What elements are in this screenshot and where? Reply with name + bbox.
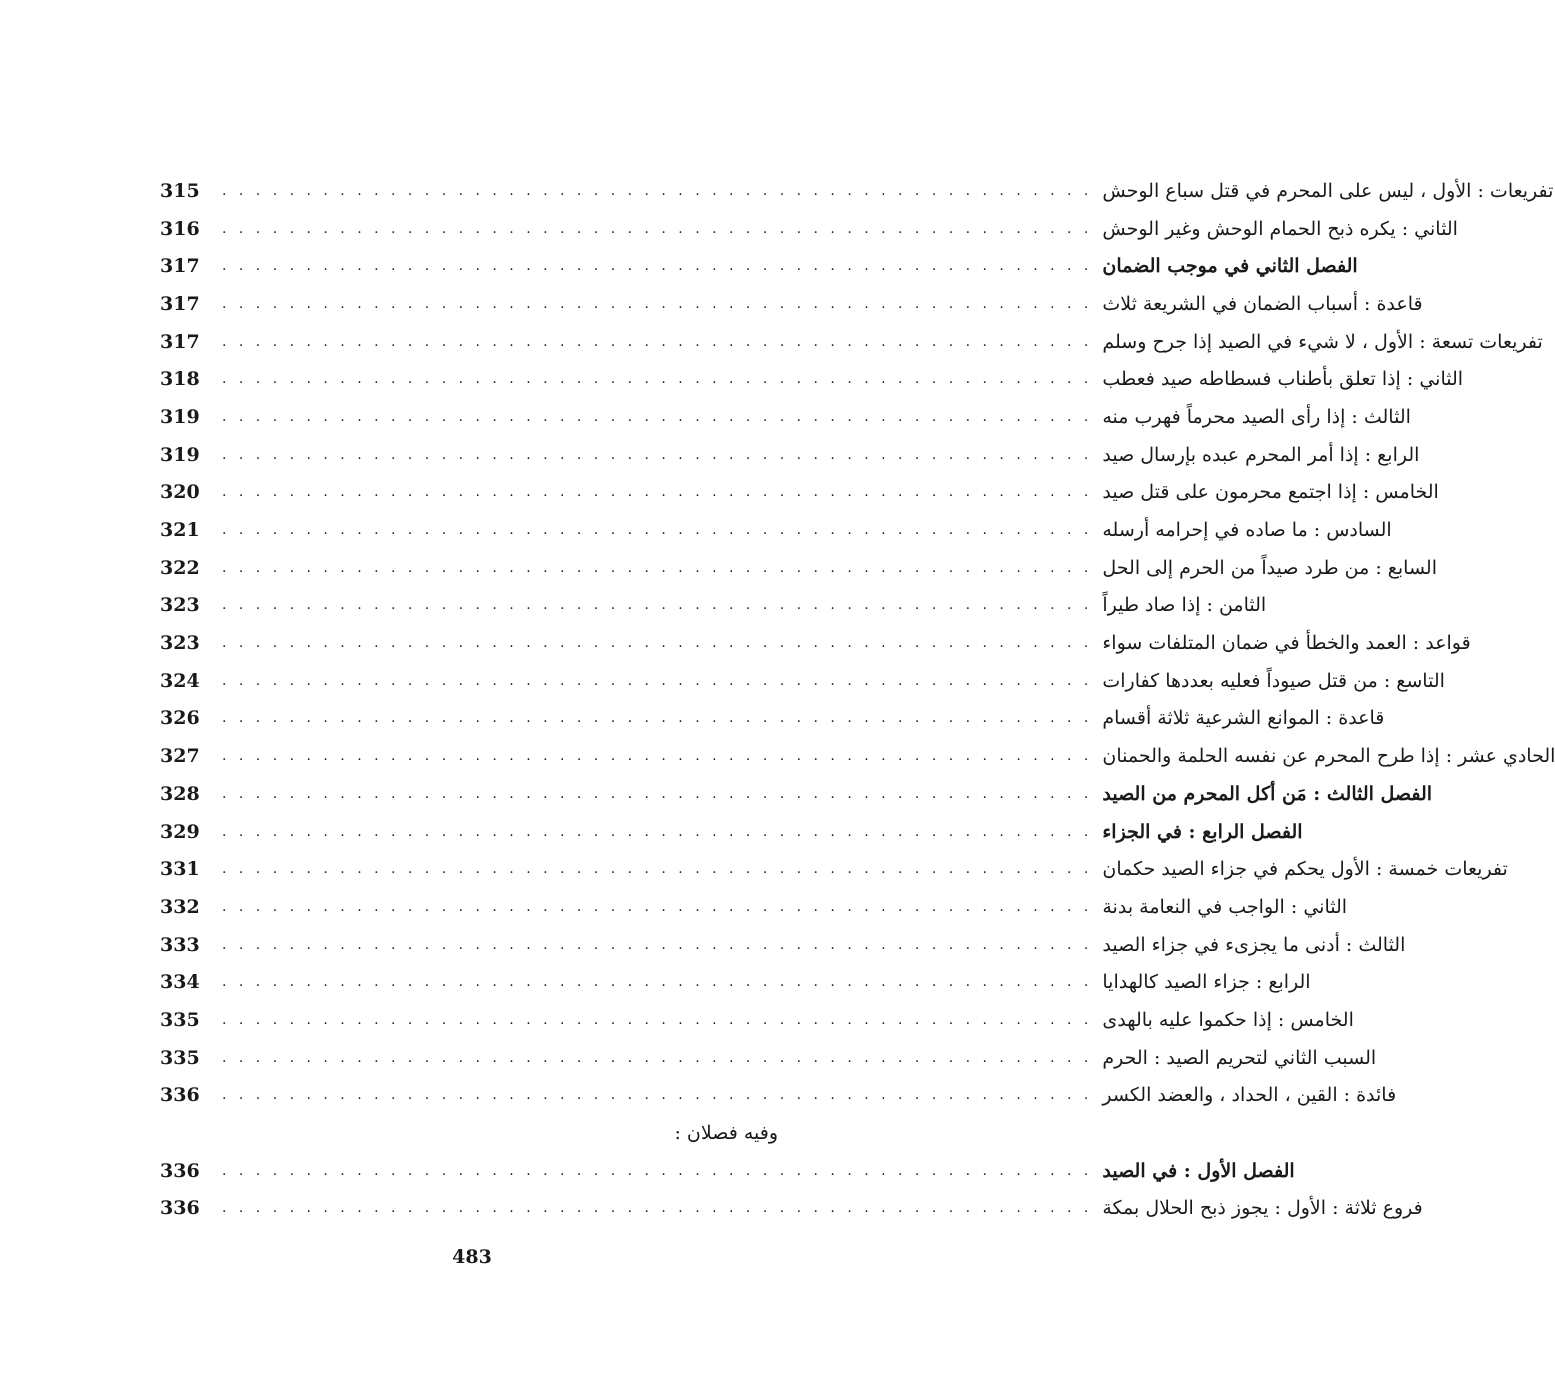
toc-page-number: 319: [160, 443, 200, 466]
dot-leader: . . . . . . . . . . . . . . . . . . . . . . . . . . . . . . . . . . . . . . . . . . . . . . . . . . . .: [222, 672, 1093, 689]
toc-entry: [150, 700, 1385, 738]
page-number: 483: [452, 1246, 492, 1268]
toc-entry: [150, 285, 1423, 323]
dot-leader: . . . . . . . . . . . . . . . . . . . . . . . . . . . . . . . . . . . . . . . . . . . . . . . . . . . .: [222, 861, 1093, 878]
toc-entry-title: الثاني : إذا تعلق بأطناب فسطاطه صيد فعطب: [1102, 368, 1464, 391]
dot-leader: . . . . . . . . . . . . . . . . . . . . . . . . . . . . . . . . . . . . . . . . . . . . . . . . . . . .: [222, 597, 1093, 614]
toc-entry: [150, 436, 1420, 474]
toc-entry: [150, 737, 1555, 775]
toc-entry: [150, 963, 1311, 1001]
toc-page-number: 315: [160, 179, 200, 202]
toc-entry-title: وفيه فصلان :: [674, 1122, 778, 1145]
dot-leader: . . . . . . . . . . . . . . . . . . . . . . . . . . . . . . . . . . . . . . . . . . . . . . . . . . . .: [222, 710, 1093, 727]
dot-leader: . . . . . . . . . . . . . . . . . . . . . . . . . . . . . . . . . . . . . . . . . . . . . . . . . . . .: [222, 446, 1093, 463]
dot-leader: . . . . . . . . . . . . . . . . . . . . . . . . . . . . . . . . . . . . . . . . . . . . . . . . . . . .: [222, 559, 1093, 576]
toc-page-number: 323: [160, 632, 200, 655]
toc-entry: [150, 662, 1445, 700]
toc-entry-title: تفريعات : الأول ، ليس على المحرم في قتل سباع الوحش: [1102, 179, 1554, 202]
chapter-heading: الفصل الثالث : مَن أكل المحرم من الصيد: [1102, 782, 1433, 805]
dot-leader: . . . . . . . . . . . . . . . . . . . . . . . . . . . . . . . . . . . . . . . . . . . . . . . . . . . .: [222, 408, 1093, 425]
dot-leader: . . . . . . . . . . . . . . . . . . . . . . . . . . . . . . . . . . . . . . . . . . . . . . . . . . . .: [222, 1200, 1093, 1217]
toc-entry: [150, 398, 1411, 436]
toc-entry-title: الرابع : جزاء الصيد كالهدايا: [1102, 971, 1311, 994]
dot-leader: . . . . . . . . . . . . . . . . . . . . . . . . . . . . . . . . . . . . . . . . . . . . . . . . . . . .: [222, 220, 1093, 237]
toc-entry-title: قاعدة : أسباب الضمان في الشريعة ثلاث: [1102, 292, 1423, 315]
toc-entry-title: الثاني : الواجب في النعامة بدنة: [1102, 895, 1348, 918]
toc-entry: [150, 511, 1392, 549]
dot-leader: . . . . . . . . . . . . . . . . . . . . . . . . . . . . . . . . . . . . . . . . . . . . . . . . . . . .: [222, 1087, 1093, 1104]
toc-page-number: 329: [160, 820, 200, 843]
toc-entry-title: فروع ثلاثة : الأول : يجوز ذبح الحلال بمكة: [1102, 1197, 1423, 1220]
toc-page-number: 336: [160, 1159, 200, 1182]
dot-leader: . . . . . . . . . . . . . . . . . . . . . . . . . . . . . . . . . . . . . . . . . . . . . . . . . . . .: [222, 635, 1093, 652]
toc-page-number: 319: [160, 405, 200, 428]
toc-entry: [150, 549, 1437, 587]
toc-entry: [150, 888, 1348, 926]
toc-entry-title: الثامن : إذا صاد طيراً: [1102, 594, 1267, 617]
toc-entry: [150, 1190, 1423, 1228]
toc-entry: [150, 247, 1358, 285]
toc-entry-title: قواعد : العمد والخطأ في ضمان المتلفات سواء: [1102, 632, 1471, 655]
toc-entry: [150, 360, 1464, 398]
toc-entry-title: الخامس : إذا حكموا عليه بالهدى: [1102, 1008, 1354, 1031]
chapter-heading: الفصل الثاني في موجب الضمان: [1102, 255, 1358, 278]
toc-entry: [150, 850, 1508, 888]
toc-entry: [150, 1152, 1295, 1190]
toc-entry: [150, 1077, 1397, 1115]
toc-entry: [150, 1001, 1354, 1039]
toc-entry-title: الثالث : إذا رأى الصيد محرماً فهرب منه: [1102, 405, 1411, 428]
toc-page-number: 333: [160, 933, 200, 956]
toc-page-number: 336: [160, 1084, 200, 1107]
dot-leader: . . . . . . . . . . . . . . . . . . . . . . . . . . . . . . . . . . . . . . . . . . . . . . . . . . . .: [222, 522, 1093, 539]
dot-leader: . . . . . . . . . . . . . . . . . . . . . . . . . . . . . . . . . . . . . . . . . . . . . . . . . . . .: [222, 936, 1093, 953]
toc-entry-title: السبب الثاني لتحريم الصيد : الحرم: [1102, 1046, 1377, 1069]
table-of-contents: [150, 172, 1555, 1227]
toc-entry-title: الرابع : إذا أمر المحرم عبده بإرسال صيد: [1102, 443, 1420, 466]
toc-page-number: 317: [160, 255, 200, 278]
dot-leader: . . . . . . . . . . . . . . . . . . . . . . . . . . . . . . . . . . . . . . . . . . . . . . . . . . . .: [222, 1049, 1093, 1066]
toc-entry: [150, 210, 1458, 248]
toc-page-number: 318: [160, 368, 200, 391]
toc-entry: [150, 813, 1303, 851]
toc-entry-title: الثاني : يكره ذبح الحمام الوحش وغير الوحش: [1102, 217, 1458, 240]
dot-leader: . . . . . . . . . . . . . . . . . . . . . . . . . . . . . . . . . . . . . . . . . . . . . . . . . . . .: [222, 295, 1093, 312]
toc-page-number: 320: [160, 481, 200, 504]
dot-leader: . . . . . . . . . . . . . . . . . . . . . . . . . . . . . . . . . . . . . . . . . . . . . . . . . . . .: [222, 182, 1093, 199]
toc-page-number: 324: [160, 669, 200, 692]
toc-entry: [150, 926, 1406, 964]
chapter-heading: الفصل الأول : في الصيد: [1102, 1159, 1295, 1182]
toc-page-number: 322: [160, 556, 200, 579]
toc-page-number: 321: [160, 519, 200, 542]
toc-entry: [150, 587, 1267, 625]
toc-entry-title: السادس : ما صاده في إحرامه أرسله: [1102, 519, 1392, 542]
toc-entry: [150, 775, 1433, 813]
toc-page-number: 323: [160, 594, 200, 617]
toc-page-number: 332: [160, 895, 200, 918]
toc-entry: [150, 172, 1554, 210]
dot-leader: . . . . . . . . . . . . . . . . . . . . . . . . . . . . . . . . . . . . . . . . . . . . . . . . . . . .: [222, 1162, 1093, 1179]
toc-page-number: 317: [160, 292, 200, 315]
toc-page-number: 316: [160, 217, 200, 240]
dot-leader: . . . . . . . . . . . . . . . . . . . . . . . . . . . . . . . . . . . . . . . . . . . . . . . . . . . .: [222, 333, 1093, 350]
toc-entry-title: السابع : من طرد صيداً من الحرم إلى الحل: [1102, 556, 1437, 579]
toc-page-number: 326: [160, 707, 200, 730]
toc-entry-title: الخامس : إذا اجتمع محرمون على قتل صيد: [1102, 481, 1439, 504]
toc-page-number: 336: [160, 1197, 200, 1220]
dot-leader: . . . . . . . . . . . . . . . . . . . . . . . . . . . . . . . . . . . . . . . . . . . . . . . . . . . .: [222, 898, 1093, 915]
toc-entry-title: التاسع : من قتل صيوداً فعليه بعددها كفارات: [1102, 669, 1445, 692]
toc-entry-title: فائدة : القين ، الحداد ، والعضد الكسر: [1102, 1084, 1397, 1107]
dot-leader: . . . . . . . . . . . . . . . . . . . . . . . . . . . . . . . . . . . . . . . . . . . . . . . . . . . .: [222, 1011, 1093, 1028]
toc-entry-title: الثالث : أدنى ما يجزىء في جزاء الصيد: [1102, 933, 1406, 956]
dot-leader: . . . . . . . . . . . . . . . . . . . . . . . . . . . . . . . . . . . . . . . . . . . . . . . . . . . .: [222, 974, 1093, 991]
dot-leader: . . . . . . . . . . . . . . . . . . . . . . . . . . . . . . . . . . . . . . . . . . . . . . . . . . . .: [222, 785, 1093, 802]
toc-entry-title: تفريعات تسعة : الأول ، لا شيء في الصيد إذا جرح وسلم: [1102, 330, 1543, 353]
toc-entry: [150, 1114, 810, 1152]
toc-entry-title: الحادي عشر : إذا طرح المحرم عن نفسه الحلمة والحمنان: [1102, 745, 1555, 768]
toc-page-number: 328: [160, 782, 200, 805]
dot-leader: . . . . . . . . . . . . . . . . . . . . . . . . . . . . . . . . . . . . . . . . . . . . . . . . . . . .: [222, 258, 1093, 275]
toc-entry: [150, 624, 1471, 662]
toc-entry: [150, 1039, 1377, 1077]
dot-leader: . . . . . . . . . . . . . . . . . . . . . . . . . . . . . . . . . . . . . . . . . . . . . . . . . . . .: [222, 823, 1093, 840]
toc-page-number: 335: [160, 1046, 200, 1069]
toc-page-number: 331: [160, 858, 200, 881]
toc-page-number: 334: [160, 971, 200, 994]
dot-leader: . . . . . . . . . . . . . . . . . . . . . . . . . . . . . . . . . . . . . . . . . . . . . . . . . . . .: [222, 748, 1093, 765]
toc-entry: [150, 323, 1543, 361]
toc-entry: [150, 474, 1439, 512]
toc-page-number: 317: [160, 330, 200, 353]
toc-page-number: 327: [160, 745, 200, 768]
chapter-heading: الفصل الرابع : في الجزاء: [1102, 820, 1303, 843]
toc-entry-title: تفريعات خمسة : الأول يحكم في جزاء الصيد حكمان: [1102, 858, 1508, 881]
toc-page-number: 335: [160, 1008, 200, 1031]
toc-entry-title: قاعدة : الموانع الشرعية ثلاثة أقسام: [1102, 707, 1385, 730]
dot-leader: . . . . . . . . . . . . . . . . . . . . . . . . . . . . . . . . . . . . . . . . . . . . . . . . . . . .: [222, 484, 1093, 501]
dot-leader: . . . . . . . . . . . . . . . . . . . . . . . . . . . . . . . . . . . . . . . . . . . . . . . . . . . .: [222, 371, 1093, 388]
